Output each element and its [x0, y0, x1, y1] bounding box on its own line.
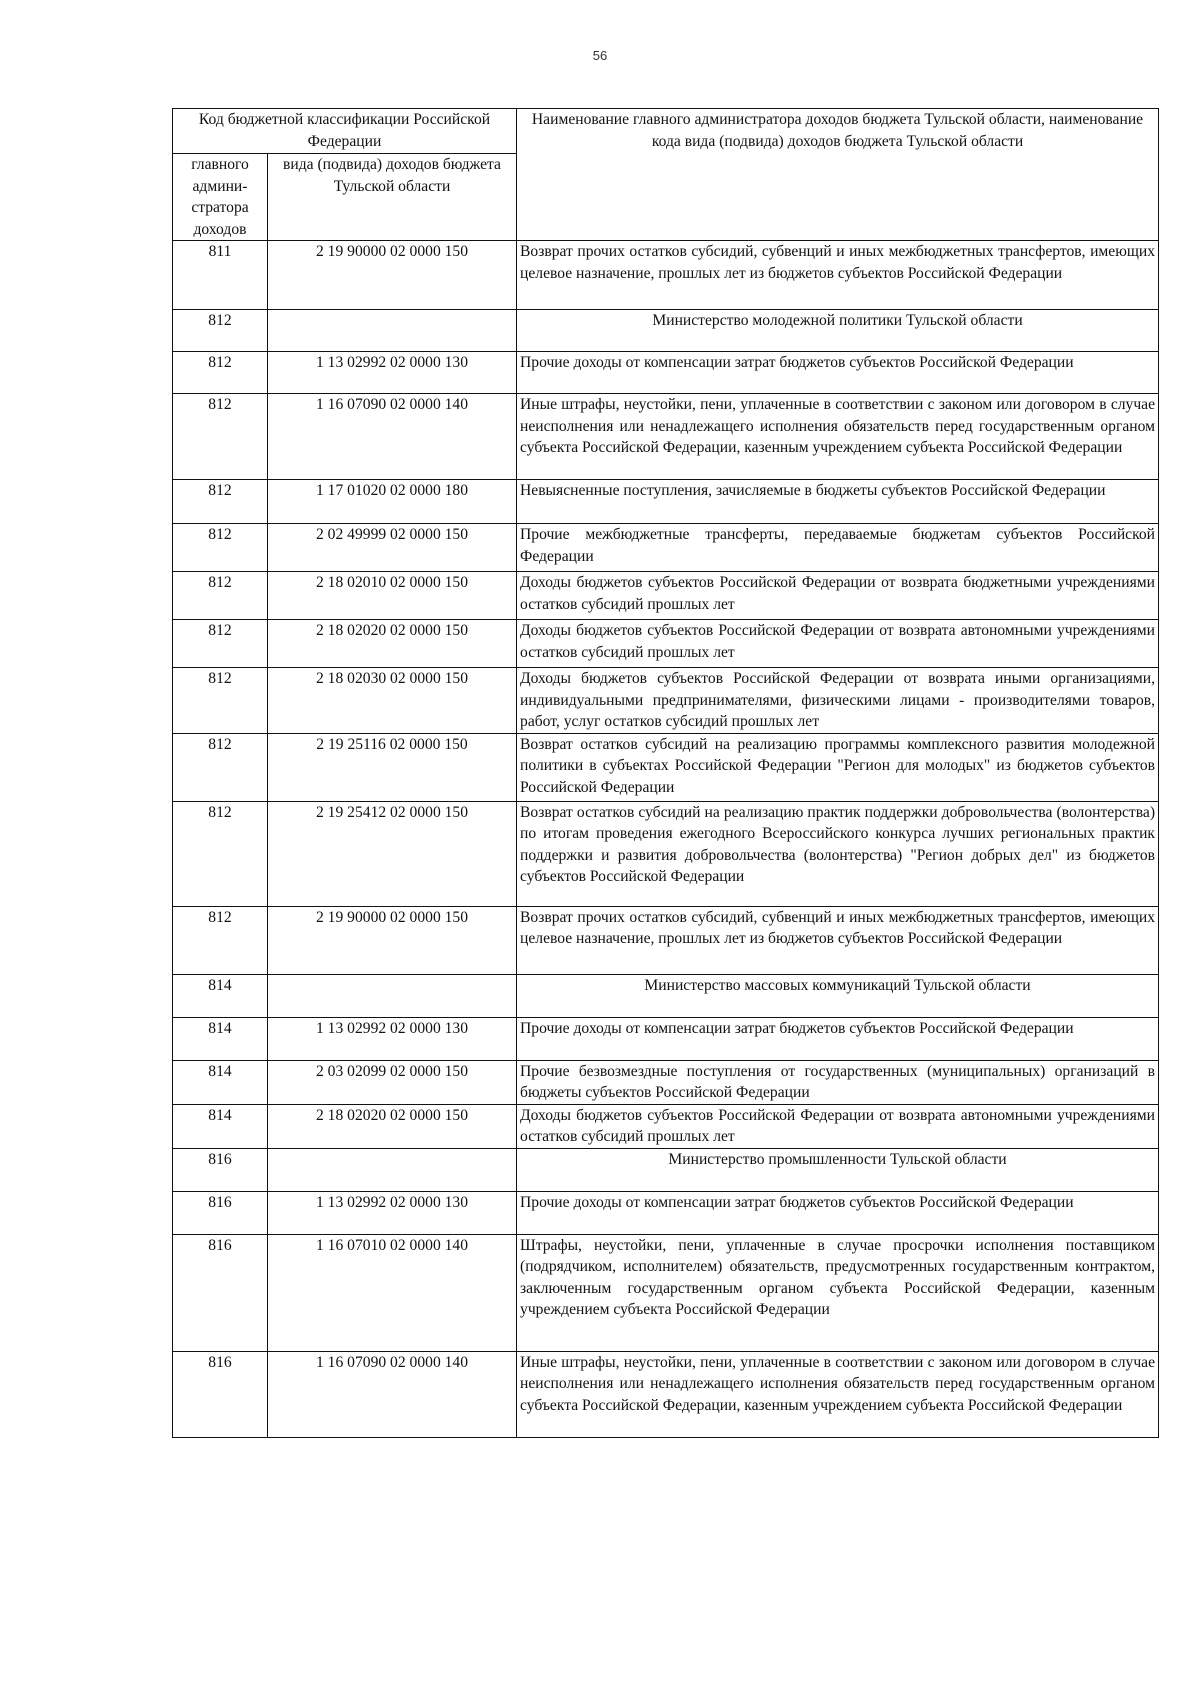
admin-code-cell: 812	[173, 620, 268, 668]
description-cell: Возврат прочих остатков субсидий, субвенций и иных межбюджетных трансфертов, имеющих целевое назначение, прошлых лет из бюджетов субъектов Российской Федерации	[517, 906, 1159, 974]
page-number: 56	[592, 48, 608, 63]
table-row	[173, 1104, 1159, 1148]
table-row	[173, 1060, 1159, 1104]
admin-code-cell: 814	[173, 974, 268, 1017]
revenue-code-cell: 2 19 25116 02 0000 150	[268, 733, 517, 801]
table-row	[173, 394, 1159, 480]
admin-code-cell: 816	[173, 1148, 268, 1191]
description-cell: Невыясненные поступления, зачисляемые в бюджеты субъектов Российской Федерации	[517, 480, 1159, 524]
admin-code-cell: 812	[173, 733, 268, 801]
description-cell: Доходы бюджетов субъектов Российской Федерации от возврата иными организациями, индивидуальными предпринимателями, физическими лицами - производителями товаров, работ, услуг остатков субсидий прошлых лет	[517, 668, 1159, 734]
revenue-code-cell	[268, 974, 517, 1017]
table-row	[173, 1234, 1159, 1351]
department-name-cell: Министерство молодежной политики Тульской области	[517, 310, 1159, 352]
revenue-code-cell: 1 16 07090 02 0000 140	[268, 394, 517, 480]
description-cell: Иные штрафы, неустойки, пени, уплаченные в соответствии с законом или договором в случае неисполнения или ненадлежащего исполнения обязательств перед государственным органом субъекта Российской Федерации, казенным учреждением субъекта Российской Федерации	[517, 394, 1159, 480]
header-kind-column: вида (подвида) доходов бюджета Тульской области	[268, 154, 517, 241]
description-cell: Доходы бюджетов субъектов Российской Федерации от возврата автономными учреждениями остатков субсидий прошлых лет	[517, 620, 1159, 668]
table-row	[173, 801, 1159, 906]
admin-code-cell: 816	[173, 1351, 268, 1437]
description-cell: Доходы бюджетов субъектов Российской Федерации от возврата бюджетными учреждениями остатков субсидий прошлых лет	[517, 572, 1159, 620]
revenue-code-cell: 2 18 02020 02 0000 150	[268, 1104, 517, 1148]
admin-code-cell: 814	[173, 1060, 268, 1104]
description-cell: Возврат остатков субсидий на реализацию программы комплексного развития молодежной политики в субъектах Российской Федерации "Регион для молодых" из бюджетов субъектов Российской Федерации	[517, 733, 1159, 801]
header-name-column: Наименование главного администратора доходов бюджета Тульской области, наименование кода вида (подвида) доходов бюджета Тульской области	[517, 109, 1159, 241]
admin-code-cell: 812	[173, 572, 268, 620]
description-cell: Прочие безвозмездные поступления от государственных (муниципальных) организаций в бюджеты субъектов Российской Федерации	[517, 1060, 1159, 1104]
department-name-cell: Министерство промышленности Тульской области	[517, 1148, 1159, 1191]
admin-code-cell: 812	[173, 906, 268, 974]
header-admin-column: главного админи-стратора доходов	[173, 154, 268, 241]
revenue-code-cell: 1 17 01020 02 0000 180	[268, 480, 517, 524]
revenue-code-cell: 2 19 25412 02 0000 150	[268, 801, 517, 906]
admin-code-cell: 812	[173, 524, 268, 572]
admin-code-cell: 812	[173, 801, 268, 906]
table-body	[173, 241, 1159, 1438]
table-row	[173, 668, 1159, 734]
admin-code-cell: 816	[173, 1234, 268, 1351]
table-row	[173, 1351, 1159, 1437]
description-cell: Прочие доходы от компенсации затрат бюджетов субъектов Российской Федерации	[517, 352, 1159, 394]
revenue-code-cell	[268, 310, 517, 352]
table-row	[173, 480, 1159, 524]
admin-code-cell: 812	[173, 310, 268, 352]
description-cell: Прочие доходы от компенсации затрат бюджетов субъектов Российской Федерации	[517, 1017, 1159, 1060]
table-row	[173, 1191, 1159, 1234]
revenue-code-cell: 1 16 07010 02 0000 140	[268, 1234, 517, 1351]
table-row	[173, 1017, 1159, 1060]
admin-code-cell: 812	[173, 352, 268, 394]
description-cell: Доходы бюджетов субъектов Российской Федерации от возврата автономными учреждениями остатков субсидий прошлых лет	[517, 1104, 1159, 1148]
revenue-code-cell: 1 13 02992 02 0000 130	[268, 1017, 517, 1060]
revenue-code-cell: 2 18 02030 02 0000 150	[268, 668, 517, 734]
table-row	[173, 620, 1159, 668]
revenue-code-cell: 2 18 02010 02 0000 150	[268, 572, 517, 620]
admin-code-cell: 816	[173, 1191, 268, 1234]
revenue-code-cell: 2 02 49999 02 0000 150	[268, 524, 517, 572]
revenue-code-cell	[268, 1148, 517, 1191]
table-header	[173, 109, 1159, 241]
admin-code-cell: 812	[173, 668, 268, 734]
admin-code-cell: 812	[173, 394, 268, 480]
table-row	[173, 733, 1159, 801]
table-row	[173, 352, 1159, 394]
description-cell: Возврат остатков субсидий на реализацию практик поддержки добровольчества (волонтерства) по итогам проведения ежегодного Всероссийского конкурса лучших региональных практик поддержки и развития добровольчества (волонтерства) "Регион добрых дел" из бюджетов субъектов Российской Федерации	[517, 801, 1159, 906]
department-name-cell: Министерство массовых коммуникаций Тульской области	[517, 974, 1159, 1017]
table-row	[173, 241, 1159, 310]
header-budget-code-group: Код бюджетной классификации Российской Федерации	[173, 109, 517, 154]
department-row	[173, 974, 1159, 1017]
description-cell: Прочие межбюджетные трансферты, передаваемые бюджетам субъектов Российской Федерации	[517, 524, 1159, 572]
table-row	[173, 572, 1159, 620]
revenue-code-cell: 2 19 90000 02 0000 150	[268, 906, 517, 974]
department-row	[173, 310, 1159, 352]
admin-code-cell: 811	[173, 241, 268, 310]
admin-code-cell: 814	[173, 1104, 268, 1148]
budget-classification-table	[172, 108, 1159, 1438]
admin-code-cell: 814	[173, 1017, 268, 1060]
revenue-code-cell: 1 13 02992 02 0000 130	[268, 1191, 517, 1234]
revenue-code-cell: 2 03 02099 02 0000 150	[268, 1060, 517, 1104]
description-cell: Иные штрафы, неустойки, пени, уплаченные в соответствии с законом или договором в случае неисполнения или ненадлежащего исполнения обязательств перед государственным органом субъекта Российской Федерации, казенным учреждением субъекта Российской Федерации	[517, 1351, 1159, 1437]
description-cell: Штрафы, неустойки, пени, уплаченные в случае просрочки исполнения поставщиком (подрядчиком, исполнителем) обязательств, предусмотренных государственным контрактом, заключенным государственным органом субъекта Российской Федерации, казенным учреждением субъекта Российской Федерации	[517, 1234, 1159, 1351]
description-cell: Прочие доходы от компенсации затрат бюджетов субъектов Российской Федерации	[517, 1191, 1159, 1234]
revenue-code-cell: 1 16 07090 02 0000 140	[268, 1351, 517, 1437]
table-row	[173, 906, 1159, 974]
department-row	[173, 1148, 1159, 1191]
admin-code-cell: 812	[173, 480, 268, 524]
table-row	[173, 524, 1159, 572]
revenue-code-cell: 2 19 90000 02 0000 150	[268, 241, 517, 310]
description-cell: Возврат прочих остатков субсидий, субвенций и иных межбюджетных трансфертов, имеющих целевое назначение, прошлых лет из бюджетов субъектов Российской Федерации	[517, 241, 1159, 310]
revenue-code-cell: 1 13 02992 02 0000 130	[268, 352, 517, 394]
revenue-code-cell: 2 18 02020 02 0000 150	[268, 620, 517, 668]
